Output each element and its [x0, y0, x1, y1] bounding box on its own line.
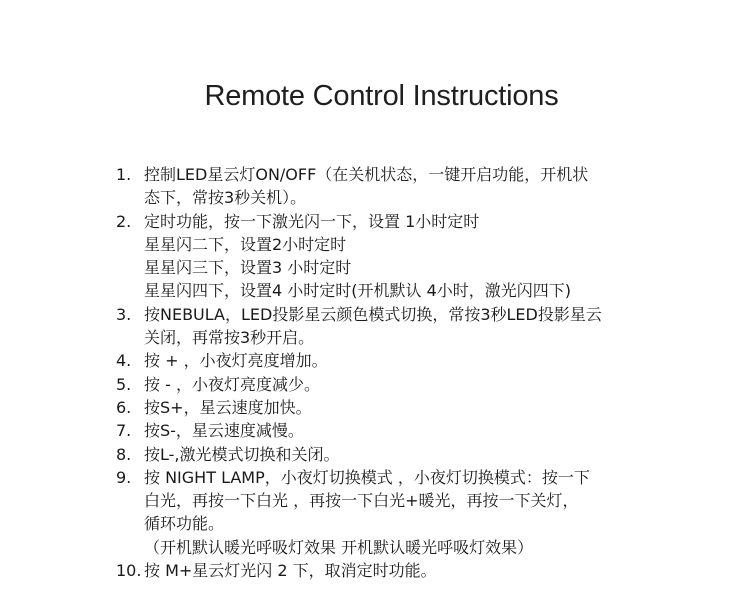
- item-line: 白光，再按一下白光 ，再按一下白光+暖光，再按一下关灯，: [144, 491, 579, 511]
- instruction-item-7: [116, 419, 736, 442]
- item-number: 10.: [116, 561, 142, 581]
- instruction-item-3: [116, 303, 736, 350]
- item-number: 4.: [116, 351, 132, 371]
- item-number: 5.: [116, 374, 132, 394]
- item-line: 按NEBULA，LED投影星云颜色模式切换，常按3秒LED投影星云: [144, 304, 602, 324]
- item-text: [144, 466, 736, 559]
- item-text: [144, 373, 736, 396]
- item-number: 8.: [116, 444, 132, 464]
- item-line: 按S-，星云速度减慢。: [144, 421, 304, 441]
- item-text: [144, 303, 736, 350]
- item-text: [144, 210, 736, 303]
- item-line: 定时功能，按一下激光闪一下，设置 1小时定时: [144, 211, 480, 231]
- item-line: 按 M+星云灯光闪 2 下，取消定时功能。: [144, 561, 437, 581]
- item-number: 2.: [116, 211, 132, 231]
- instruction-item-4: [116, 349, 736, 372]
- item-number: 7.: [116, 421, 132, 441]
- instruction-list: [116, 163, 736, 582]
- instruction-item-1: [116, 163, 736, 210]
- item-line: 关闭，再常按3秒开启。: [144, 328, 315, 348]
- item-text: [144, 419, 736, 442]
- item-text: [144, 559, 736, 582]
- item-number: 3.: [116, 304, 132, 324]
- item-text: [144, 396, 736, 419]
- instruction-item-10: [116, 559, 736, 582]
- item-line: 按L-,激光模式切换和关闭。: [144, 444, 340, 464]
- item-line: 态下，常按3秒关机）。: [144, 188, 307, 208]
- item-number: 9.: [116, 467, 132, 487]
- item-line: 按 - ，小夜灯亮度减少。: [144, 374, 320, 394]
- item-line: 星星闪三下，设置3 小时定时: [144, 258, 352, 278]
- instruction-item-9: [116, 466, 736, 559]
- page-title: Remote Control Instructions: [204, 80, 559, 112]
- instruction-item-5: [116, 373, 736, 396]
- item-line: （开机默认暖光呼吸灯效果 开机默认暖光呼吸灯效果）: [144, 537, 534, 557]
- item-line: 循环功能。: [144, 514, 225, 534]
- item-number: 6.: [116, 397, 132, 417]
- item-line: 控制LED星云灯ON/OFF（在关机状态，一键开启功能，开机状: [144, 165, 589, 184]
- item-line: 按 NIGHT LAMP，小夜灯切换模式 ，小夜灯切换模式：按一下: [144, 467, 590, 487]
- item-line: 星星闪二下，设置2小时定时: [144, 234, 347, 254]
- instruction-item-8: [116, 443, 736, 466]
- item-line: 按S+，星云速度加快。: [144, 397, 312, 417]
- item-text: [144, 163, 736, 210]
- item-line: 星星闪四下，设置4 小时定时(开机默认 4小时，激光闪四下): [144, 281, 572, 301]
- instruction-item-6: [116, 396, 736, 419]
- item-text: [144, 443, 736, 466]
- instruction-item-2: [116, 210, 736, 303]
- item-line: 按 + ，小夜灯亮度增加。: [144, 351, 328, 371]
- item-text: [144, 349, 736, 372]
- item-number: 1.: [116, 165, 132, 184]
